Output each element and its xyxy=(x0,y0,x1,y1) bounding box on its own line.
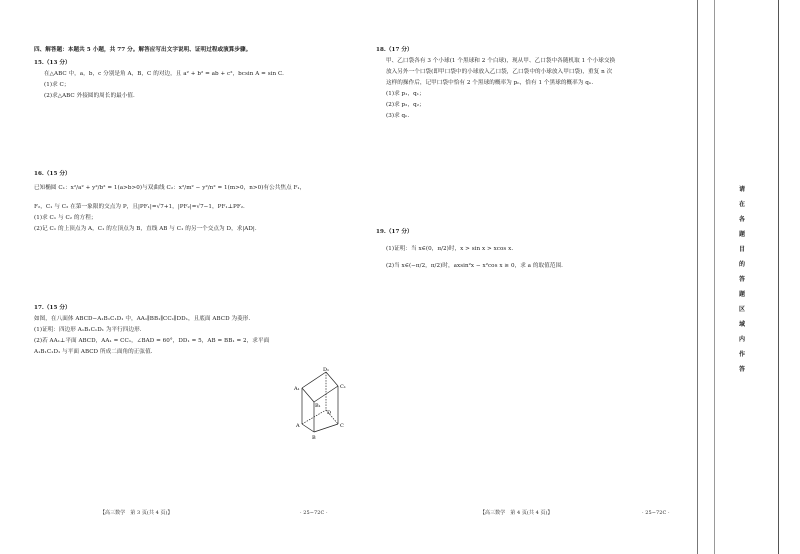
q19-heading: 19.（17 分） xyxy=(376,229,413,235)
q17-part1: (1)证明：四边形 A₁B₁C₁D₁ 为平行四边形. xyxy=(34,327,142,333)
label-A1: A₁ xyxy=(294,386,300,392)
right-column xyxy=(360,0,690,554)
q16-heading: 16.（15 分） xyxy=(34,171,71,177)
q19-part2: (2)当 x∈(−π/2，π/2)时，axsin²x − x²cos x ≥ 0，求 a 的取值范围. xyxy=(386,263,563,269)
polyhedron-figure xyxy=(288,366,358,444)
q16-part1: (1)求 C₁ 与 C₂ 的方程； xyxy=(34,215,97,221)
footer-code-right: · 25−72C · xyxy=(642,510,670,516)
label-D1: D₁ xyxy=(323,367,330,373)
strip-char-3: 各 xyxy=(739,216,746,223)
strip-char-10: 域 xyxy=(739,321,746,328)
left-column xyxy=(0,0,360,554)
q17-part2-b: A₁B₁C₁D₁ 与平面 ABCD 所成二面角的正弦值. xyxy=(34,349,153,355)
q16-stem-2: F₂，C₁ 与 C₂ 在第一象限的交点为 P，且|PF₁|=√7+1，|PF₂|=√7−1，PF₁⊥PF₂. xyxy=(34,204,245,210)
q16-stem-1: 已知椭圆 C₁：x²/a² + y²/b² = 1(a>b>0)与双曲线 C₂：x²/m² − y²/n² = 1(m>0，n>0)有公共焦点 F₁， xyxy=(34,185,306,191)
strip-char-6: 的 xyxy=(739,261,746,268)
q17-heading: 17.（15 分） xyxy=(34,305,71,311)
q15-stem: 在△ABC 中，a，b，c 分别是角 A，B，C 的对边，且 a² + b² = ab + c²，bcsin A = sin C. xyxy=(44,71,284,77)
q15-part2: (2)求△ABC 外接圆的周长的最小值. xyxy=(44,93,135,99)
strip-border-left xyxy=(697,0,698,554)
strip-char-2: 在 xyxy=(739,201,746,208)
label-B1: B₁ xyxy=(315,403,321,409)
label-C: C xyxy=(340,423,344,429)
q18-part1: (1)求 p₁，q₁； xyxy=(386,91,425,97)
q18-stem-3: 这样的操作后，记甲口袋中恰有 2 个黑球的概率为 pₙ，恰有 1 个黑球的概率为 qₙ. xyxy=(386,80,594,86)
label-D: D xyxy=(327,410,332,416)
label-A: A xyxy=(296,423,300,429)
q15-part1: (1)求 C； xyxy=(44,82,70,88)
q18-part2: (2)求 p₂，q₂； xyxy=(386,102,425,108)
q18-part3: (3)求 qₙ. xyxy=(386,113,410,119)
q15-heading: 15.（13 分） xyxy=(34,60,71,66)
section-header: 四、解答题：本题共 5 小题，共 77 分。解答应写出文字说明、证明过程或演算步骤。 xyxy=(34,47,252,53)
label-B: B xyxy=(312,435,316,441)
strip-char-7: 答 xyxy=(739,276,746,283)
strip-border-mid xyxy=(714,0,715,554)
strip-char-1: 请 xyxy=(739,186,746,193)
strip-char-4: 题 xyxy=(739,231,746,238)
q18-stem-1: 甲、乙口袋各有 3 个小球(1 个黑球和 2 个白球)，现从甲、乙口袋中各随机取 1 个小球交换 xyxy=(386,58,616,64)
q18-stem-2: 放入另外一个口袋(即甲口袋中的小球放入乙口袋，乙口袋中的小球放入甲口袋)，重复 n 次 xyxy=(386,69,613,75)
q18-heading: 18.（17 分） xyxy=(376,47,413,53)
strip-char-11: 内 xyxy=(739,336,746,343)
footer-code-left: · 25−72C · xyxy=(300,510,328,516)
strip-char-9: 区 xyxy=(739,306,746,313)
strip-char-5: 目 xyxy=(739,246,746,253)
q17-stem: 如图，在八面体 ABCD−A₁B₁C₁D₁ 中，AA₁∥BB₁∥CC₁∥DD₁，且底面 ABCD 为菱形. xyxy=(34,316,251,322)
strip-char-8: 题 xyxy=(739,291,746,298)
strip-char-13: 答 xyxy=(739,366,746,373)
strip-border-right xyxy=(778,0,779,554)
footer-page-3: 【高三数学 第 3 页(共 4 页)】 xyxy=(100,510,173,516)
strip-char-12: 作 xyxy=(739,351,746,358)
q17-part2-a: (2)若 AA₁⊥平面 ABCD，AA₁ = CC₁，∠BAD = 60°，DD₁ = 5，AB = BB₁ = 2，求平面 xyxy=(34,338,270,344)
footer-page-4: 【高三数学 第 4 页(共 4 页)】 xyxy=(480,510,553,516)
q16-part2: (2)记 C₁ 的上顶点为 A，C₁ 的左顶点为 B，直线 AB 与 C₁ 的另一个交点为 D，求|AD|. xyxy=(34,226,257,232)
label-C1: C₁ xyxy=(340,384,346,390)
q19-part1: (1)证明：当 x∈(0，π/2)时，x > sin x > xcos x. xyxy=(386,246,514,252)
